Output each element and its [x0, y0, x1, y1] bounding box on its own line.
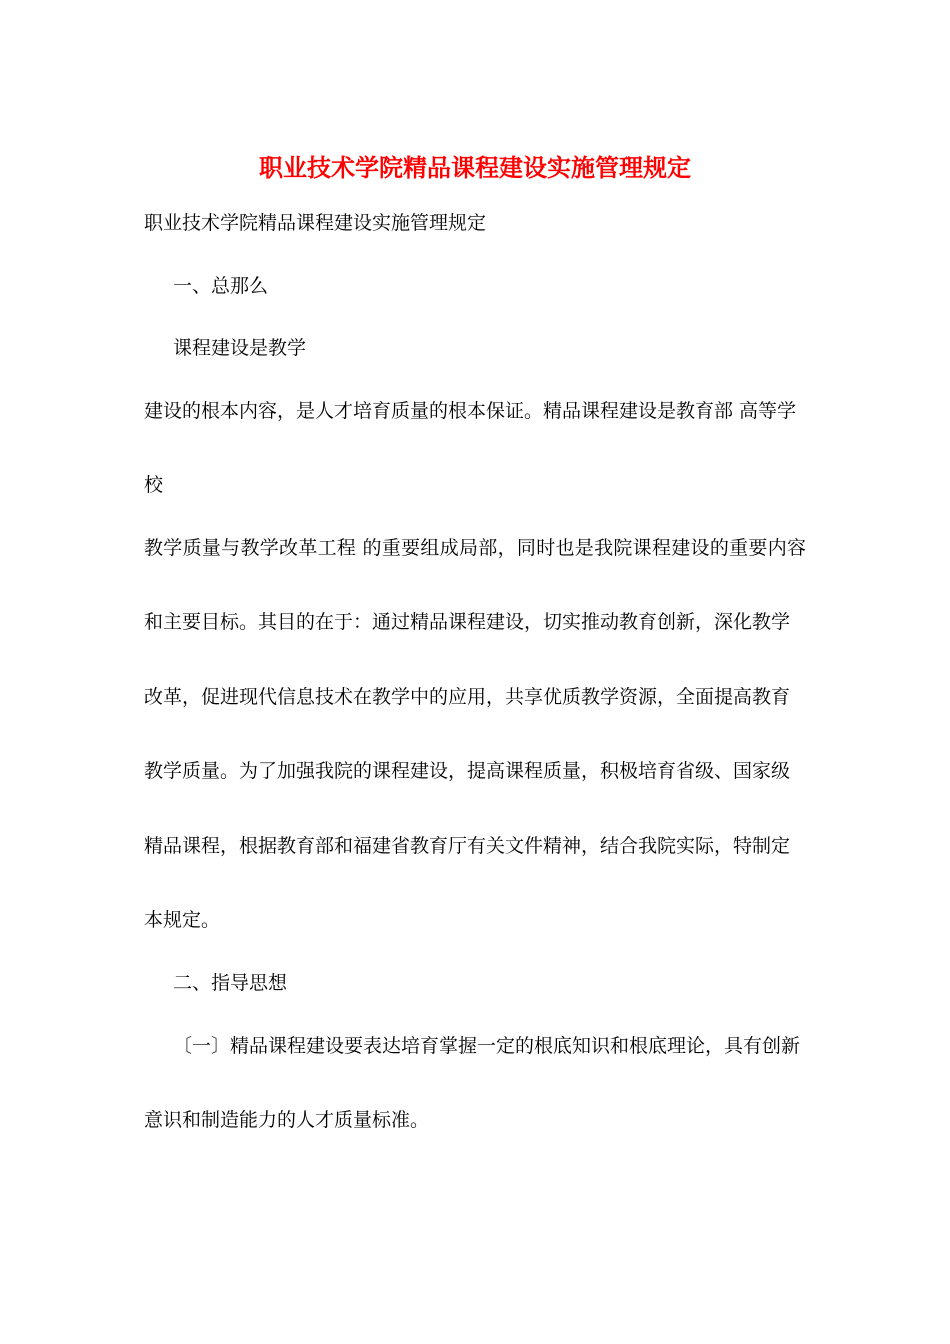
paragraph-line: 课程建设是教学 — [173, 337, 307, 359]
section-heading-2: 二、指导思想 — [173, 972, 288, 994]
paragraph-line: 本规定。 — [144, 909, 221, 931]
paragraph-line: 教学质量与教学改革工程 的重要组成局部，同时也是我院课程建设的重要内容 — [144, 537, 806, 559]
paragraph-line: 教学质量。为了加强我院的课程建设，提高课程质量，积极培育省级、国家级 — [144, 760, 791, 782]
paragraph-line: 意识和制造能力的人才质量标准。 — [144, 1109, 430, 1131]
paragraph-line: 和主要目标。其目的在于：通过精品课程建设，切实推动教育创新，深化教学 — [144, 611, 791, 633]
paragraph-line: 建设的根本内容，是人才培育质量的根本保证。精品课程建设是教育部 高等学 — [144, 400, 797, 422]
paragraph-line: 精品课程，根据教育部和福建省教育厅有关文件精神，结合我院实际，特制定 — [144, 835, 791, 857]
document-title: 职业技术学院精品课程建设实施管理规定 — [259, 153, 691, 182]
subtitle-line: 职业技术学院精品课程建设实施管理规定 — [144, 212, 487, 234]
section-heading-1: 一、总那么 — [173, 275, 269, 297]
paragraph-line: 校 — [144, 474, 164, 496]
paragraph-line: 改革，促进现代信息技术在教学中的应用，共享优质教学资源，全面提高教育 — [144, 686, 791, 708]
paragraph-line: 〔一〕精品课程建设要表达培育掌握一定的根底知识和根底理论，具有创新 — [173, 1035, 801, 1057]
